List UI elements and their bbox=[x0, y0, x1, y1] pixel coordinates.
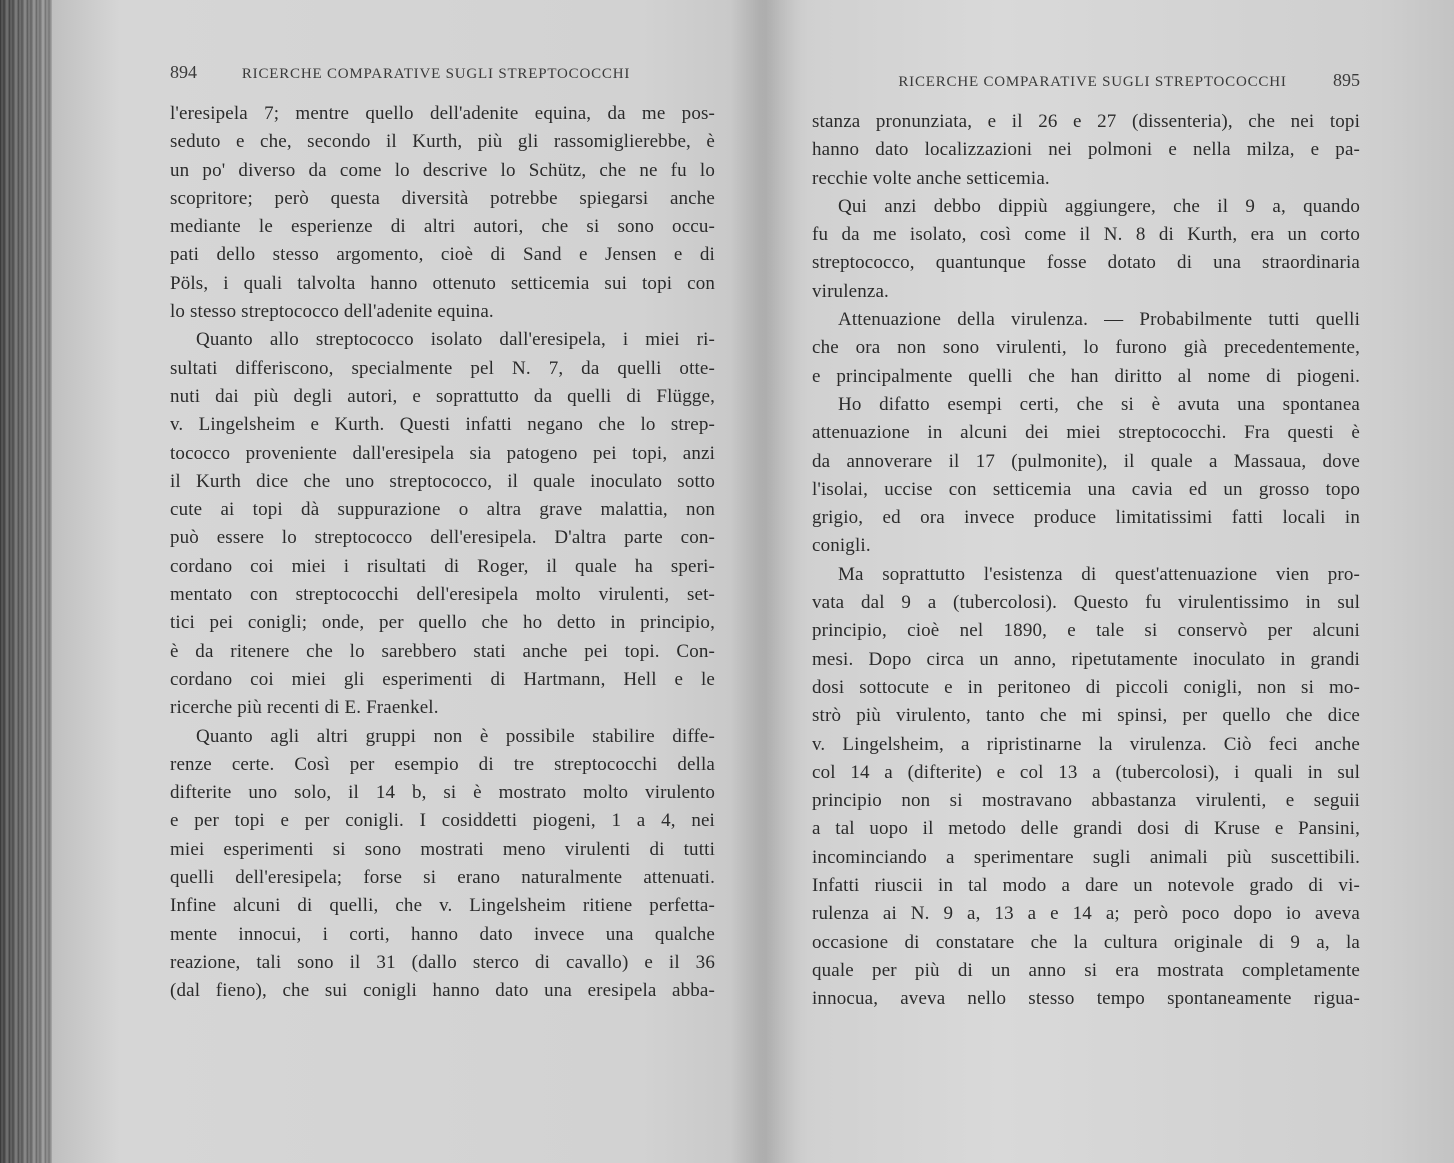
text-line: v. Lingelsheim e Kurth. Questi infatti negano che lo strep- bbox=[170, 414, 715, 436]
left-text-block bbox=[170, 100, 715, 1006]
text-line: nuti dai più degli autori, e soprattutto da quelli di Flügge, bbox=[170, 385, 715, 407]
text-line: recchie volte anche setticemia. bbox=[812, 167, 1050, 189]
left-page bbox=[170, 62, 715, 1006]
text-line: Infine alcuni di quelli, che v. Lingelsheim ritiene perfetta- bbox=[170, 895, 715, 917]
text-line: fu da me isolato, così come il N. 8 di Kurth, era un corto bbox=[812, 224, 1360, 246]
text-line: Quanto allo streptococco isolato dall'eresipela, i miei ri- bbox=[196, 329, 715, 351]
text-line: cute ai topi dà suppurazione o altra grave malattia, non bbox=[170, 499, 715, 521]
text-line: Infatti riuscii in tal modo a dare un notevole grado di vi- bbox=[812, 875, 1360, 897]
right-running-title: RICERCHE COMPARATIVE SUGLI STREPTOCOCCHI bbox=[898, 74, 1287, 90]
text-line: rulenza ai N. 9 a, 13 a e 14 a; però poco dopo io aveva bbox=[812, 903, 1360, 925]
text-line: principio non si mostravano abbastanza virulenti, e seguii bbox=[812, 790, 1360, 812]
text-line: e per topi e per conigli. I cosiddetti piogeni, 1 a 4, nei bbox=[170, 810, 715, 832]
right-page bbox=[812, 62, 1360, 1014]
text-line: pati dello stesso argomento, cioè di Sand e Jensen e di bbox=[170, 244, 715, 266]
left-running-title: RICERCHE COMPARATIVE SUGLI STREPTOCOCCHI bbox=[241, 66, 631, 82]
text-line: cordano coi miei gli esperimenti di Hartmann, Hell e le bbox=[170, 668, 715, 690]
text-line: tici pei conigli; onde, per quello che ho detto in principio, bbox=[170, 612, 715, 634]
text-line: a tal uopo il metodo delle grandi dosi di Kruse e Pansini, bbox=[812, 818, 1360, 840]
text-line: seduto e che, secondo il Kurth, più gli rassomiglierebbe, è bbox=[170, 131, 715, 153]
right-text-block bbox=[812, 108, 1360, 1014]
text-line: renze certe. Così per esempio di tre streptococchi della bbox=[170, 753, 715, 775]
text-line: hanno dato localizzazioni nei polmoni e nella milza, e pa- bbox=[812, 139, 1360, 161]
text-line: il Kurth dice che uno streptococco, il quale inoculato sotto bbox=[170, 470, 715, 492]
text-line: reazione, tali sono il 31 (dallo sterco di cavallo) e il 36 bbox=[170, 951, 715, 973]
text-line: quale per più di un anno si era mostrata completamente bbox=[812, 959, 1360, 981]
text-line: grigio, ed ora invece produce limitatissimi fatti locali in bbox=[812, 507, 1360, 529]
text-line: quelli dell'eresipela; forse si erano naturalmente attenuati. bbox=[170, 867, 715, 889]
left-page-number: 894 bbox=[170, 62, 197, 82]
book-binding bbox=[0, 0, 52, 1163]
text-line: conigli. bbox=[812, 535, 871, 557]
text-line: Quanto agli altri gruppi non è possibile stabilire diffe- bbox=[196, 725, 715, 747]
text-line: strò più virulento, tanto che mi spinsi, per quello che dice bbox=[812, 705, 1360, 727]
text-line: incominciando a sperimentare sugli animali più suscettibili. bbox=[812, 846, 1360, 868]
text-line: vata dal 9 a (tubercolosi). Questo fu virulentissimo in sul bbox=[812, 592, 1360, 614]
text-line: un po' diverso da come lo descrive lo Schütz, che ne fu lo bbox=[170, 159, 715, 181]
text-line: miei esperimenti si sono mostrati meno virulenti di tutti bbox=[170, 838, 715, 860]
text-line: dosi sottocute e in peritoneo di piccoli conigli, non si mo- bbox=[812, 676, 1360, 698]
text-line: può essere lo streptococco dell'eresipela. D'altra parte con- bbox=[170, 527, 715, 549]
text-line: sultati differiscono, specialmente pel N. 7, da quelli otte- bbox=[170, 357, 715, 379]
text-line: mentato con streptococchi dell'eresipela molto virulenti, set- bbox=[170, 584, 715, 606]
right-running-head bbox=[812, 62, 1360, 108]
text-line: cordano coi miei i risultati di Roger, il quale ha speri- bbox=[170, 555, 715, 577]
text-line: difterite uno solo, il 14 b, si è mostrato molto virulento bbox=[170, 782, 715, 804]
page-gutter bbox=[730, 0, 810, 1163]
left-running-head bbox=[170, 62, 715, 100]
text-line: v. Lingelsheim, a ripristinarne la virulenza. Ciò feci anche bbox=[812, 733, 1360, 755]
text-line: l'eresipela 7; mentre quello dell'adenite equina, da me pos- bbox=[170, 103, 715, 124]
text-line: e principalmente quelli che han diritto al nome di piogeni. bbox=[812, 365, 1360, 387]
text-line: l'isolai, uccise con setticemia una cavia ed un grosso topo bbox=[812, 478, 1360, 500]
text-line: mesi. Dopo circa un anno, ripetutamente inoculato in grandi bbox=[812, 648, 1360, 670]
text-line: Ho difatto esempi certi, che si è avuta una spontanea bbox=[838, 393, 1360, 415]
text-line: Pöls, i quali talvolta hanno ottenuto setticemia sui topi con bbox=[170, 272, 715, 294]
text-line: streptococco, quantunque fosse dotato di una straordinaria bbox=[812, 252, 1360, 274]
text-line: mente innocui, i corti, hanno dato invece una qualche bbox=[170, 923, 715, 945]
text-line: è da ritenere che lo sarebbero stati anche pei topi. Con- bbox=[170, 640, 715, 662]
text-line: attenuazione in alcuni dei miei streptococchi. Fra questi è bbox=[812, 422, 1360, 444]
text-line: ricerche più recenti di E. Fraenkel. bbox=[170, 697, 439, 719]
text-line: lo stesso streptococco dell'adenite equina. bbox=[170, 301, 494, 323]
right-page-number: 895 bbox=[1333, 70, 1360, 90]
text-line: tococco proveniente dall'eresipela sia patogeno pei topi, anzi bbox=[170, 442, 715, 464]
text-line: occasione di constatare che la cultura originale di 9 a, la bbox=[812, 931, 1360, 953]
text-line: da annoverare il 17 (pulmonite), il quale a Massaua, dove bbox=[812, 450, 1360, 472]
text-line: col 14 a (difterite) e col 13 a (tubercolosi), i quali in sul bbox=[812, 761, 1360, 783]
text-line: scopritore; però questa diversità potrebbe spiegarsi anche bbox=[170, 187, 715, 209]
text-line: Attenuazione della virulenza. — Probabilmente tutti quelli bbox=[838, 309, 1360, 331]
text-line: Qui anzi debbo dippiù aggiungere, che il 9 a, quando bbox=[838, 195, 1360, 217]
text-line: stanza pronunziata, e il 26 e 27 (dissenteria), che nei topi bbox=[812, 111, 1360, 132]
text-line: (dal fieno), che sui conigli hanno dato una eresipela abba- bbox=[170, 980, 715, 1002]
text-line: innocua, aveva nello stesso tempo spontaneamente rigua- bbox=[812, 988, 1360, 1010]
text-line: che ora non sono virulenti, lo furono già precedentemente, bbox=[812, 337, 1360, 359]
text-line: mediante le esperienze di altri autori, che si sono occu- bbox=[170, 216, 715, 238]
text-line: principio, cioè nel 1890, e tale si conservò per alcuni bbox=[812, 620, 1360, 642]
text-line: Ma soprattutto l'esistenza di quest'attenuazione vien pro- bbox=[838, 563, 1360, 585]
text-line: virulenza. bbox=[812, 280, 889, 302]
